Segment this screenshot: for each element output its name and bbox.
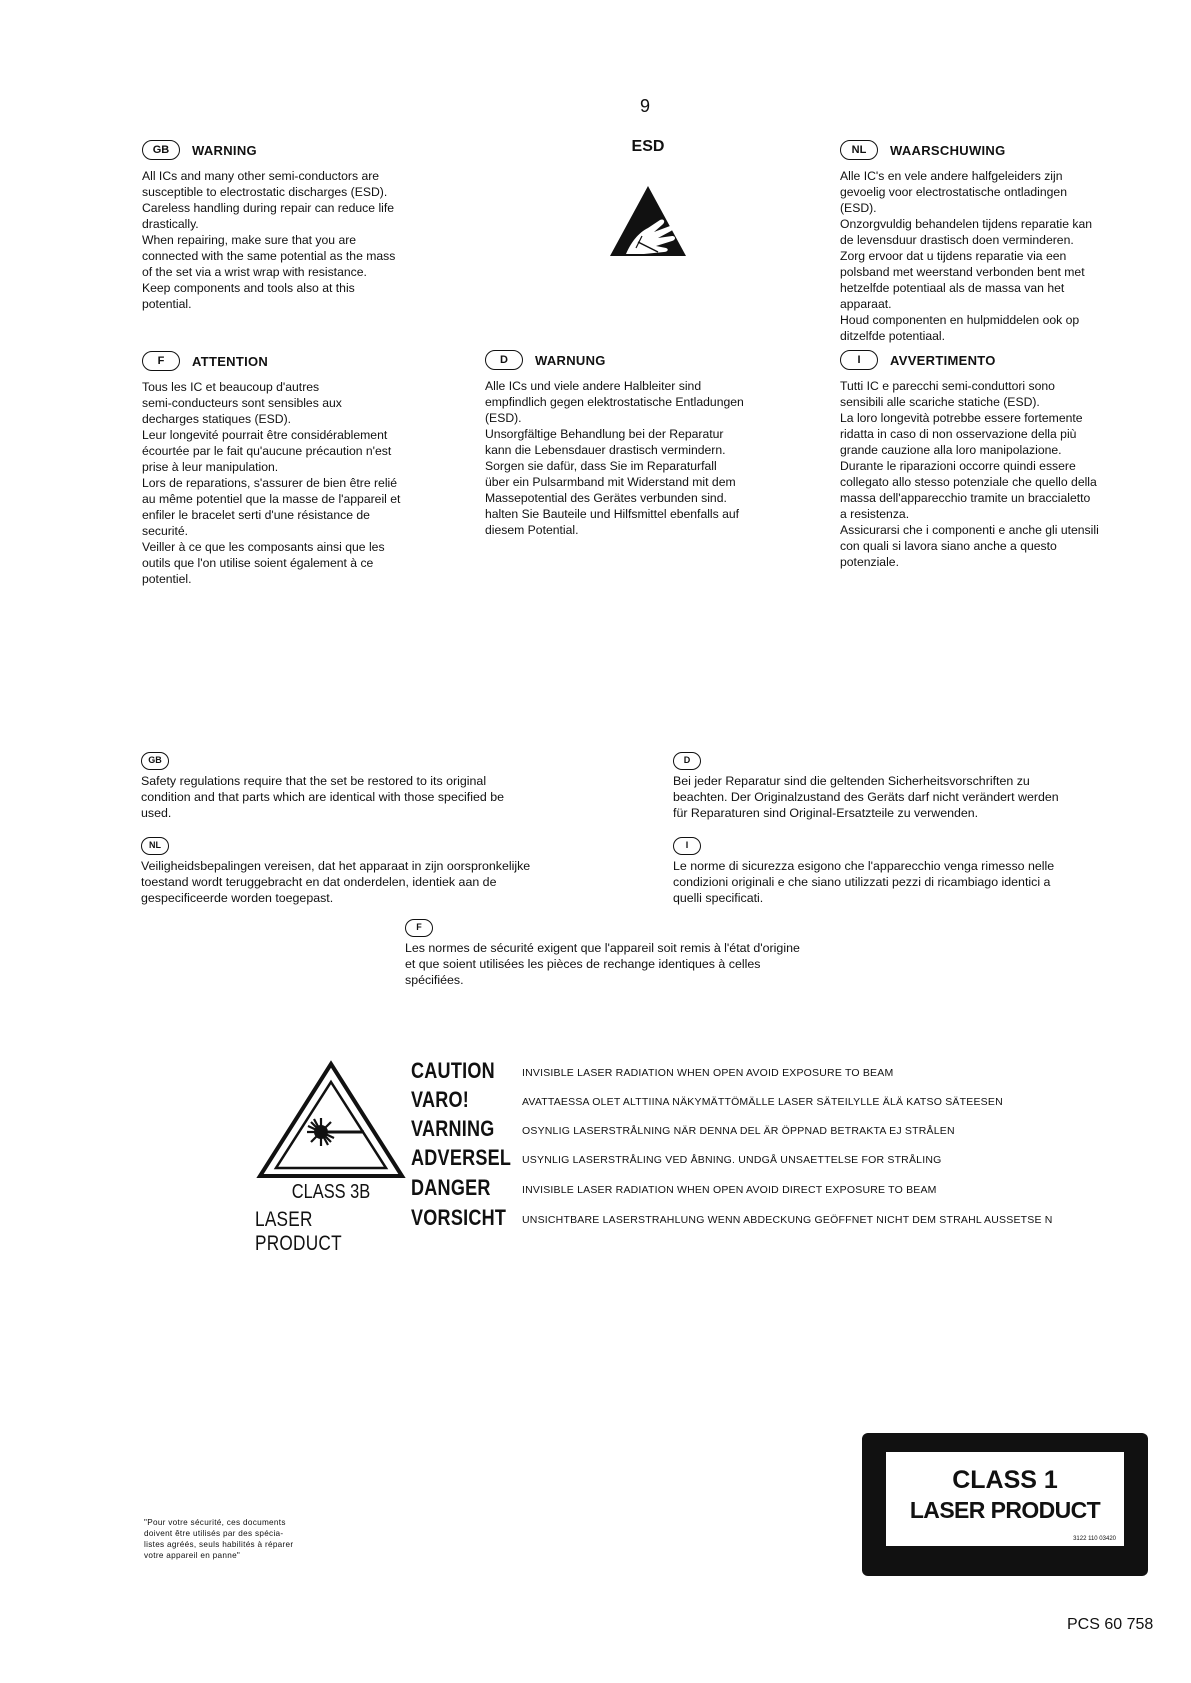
warning-text: OSYNLIG LASERSTRÅLNING NÄR DENNA DEL ÄR ÖPPNAD BETRAKTA EJ STRÅLEN — [522, 1125, 955, 1137]
block-text: Alle IC's en vele andere halfgeleiders zijn gevoelig voor electrostatische ontladingen (ESD). Onzorgvuldig behandelen tijdens reparatie kan de levensduur drastisch doen verminderen. Zorg ervoor dat u tijdens reparatie via een polsband met weerstand verbonden bent met hetzelfde potentiaal als de massa van het apparaat. Houd componenten en hulpmiddelen ook op ditzelfde potentiaal. — [840, 169, 1093, 343]
laser-warning-row — [411, 1175, 1191, 1203]
block-title: ATTENTION — [192, 353, 269, 369]
language-badge: I — [673, 837, 701, 855]
safety-d — [673, 752, 1143, 821]
block-title: WARNUNG — [535, 352, 606, 368]
warning-text: INVISIBLE LASER RADIATION WHEN OPEN AVOID DIRECT EXPOSURE TO BEAM — [522, 1184, 937, 1196]
laser-warning-triangle-icon — [256, 1060, 406, 1180]
safety-i — [673, 837, 1143, 906]
safety-nl — [141, 837, 621, 906]
language-badge: F — [405, 919, 433, 937]
warning-text: INVISIBLE LASER RADIATION WHEN OPEN AVOID EXPOSURE TO BEAM — [522, 1067, 894, 1079]
block-title: WAARSCHUWING — [890, 142, 1006, 158]
footnote: "Pour votre sécurité, ces documents doivent être utilisés par des spécia- listes agréés, seuls habilités à réparer votre appareil en panne" — [144, 1518, 294, 1560]
esd-block-d — [485, 350, 805, 538]
esd-symbol — [598, 138, 698, 266]
language-badge: GB — [142, 140, 180, 160]
warning-word: VARNING — [411, 1116, 495, 1141]
laser-warning-row — [411, 1145, 1191, 1173]
esd-block-i — [840, 350, 1160, 570]
block-text: Tous les IC et beaucoup d'autres semi-conducteurs sont sensibles aux decharges statiques (ESD). Leur longevité pourrait être considérablement écourtée par le fait qu'aucune précaution n'est prise à leur manipulation. Lors de reparations, s'assurer de bien être relié au même potentiel que la masse de l'appareil et enfiler le bracelet serti d'une résistance de securité. Veiller à ce que les composants ainsi que les outils que l'on utilise soient également à ce potentiel. — [142, 380, 401, 586]
document-code: PCS 60 758 — [1067, 1616, 1154, 1633]
safety-text: Bei jeder Reparatur sind die geltenden Sicherheitsvorschriften zu beachten. Der Originalzustand des Geräts darf nicht verändert werden für Reparaturen sind Original-Ersatzteile zu verwenden. — [673, 774, 1059, 820]
warning-text: USYNLIG LASERSTRÅLING VED ÅBNING. UNDGÅ UNSAETTELSE FOR STRÅLING — [522, 1154, 942, 1166]
class1-laser-label — [862, 1433, 1148, 1576]
esd-hand-triangle-icon — [598, 156, 698, 266]
esd-block-nl — [840, 140, 1160, 344]
class1-line2: LASER PRODUCT — [909, 1497, 1101, 1523]
block-text: Tutti IC e parecchi semi-conduttori sono sensibili alle scariche statiche (ESD). La loro longevità potrebbe essere fortemente ridatta in caso di non osservazione della più grande cauzione alla loro manipolazione. Durante le riparazioni occorre quindi essere collegato allo stesso potenziale che quello della massa dell'apparecchio tramite un braccialetto a resistenza. Assicurarsi che i componenti e anche gli utensili con quali si lavora siano anche a questo potenziale. — [840, 379, 1099, 569]
warning-word: CAUTION — [411, 1058, 495, 1083]
warning-word: ADVERSEL — [411, 1145, 512, 1170]
laser-warning-row — [411, 1205, 1191, 1233]
esd-title: ESD — [631, 138, 665, 155]
esd-block-f — [142, 351, 462, 587]
warning-text: UNSICHTBARE LASERSTRAHLUNG WENN ABDECKUNG GEÖFFNET NICHT DEM STRAHL AUSSETSE N — [522, 1214, 1053, 1226]
language-badge: D — [485, 350, 523, 370]
language-badge: NL — [840, 140, 878, 160]
safety-text: Safety regulations require that the set be restored to its original condition and that parts which are identical with those specified be used. — [141, 774, 504, 820]
block-title: WARNING — [192, 142, 257, 158]
laser-class-symbol — [256, 1060, 406, 1180]
safety-text: Les normes de sécurité exigent que l'appareil soit remis à l'état d'origine et que soient utilisées les pièces de rechange identiques à celles spécifiées. — [405, 941, 800, 987]
laser-product-label: LASER PRODUCT — [255, 1208, 342, 1255]
block-text: Alle ICs und viele andere Halbleiter sind empfindlich gegen elektrostatische Entladungen (ESD). Unsorgfältige Behandlung bei der Reparatur kann die Lebensdauer drastisch vermindern. Sorgen sie dafür, dass Sie im Reparaturfall über ein Pulsarmband mit Widerstand mit dem Massepotential des Gerätes verbunden sind. halten Sie Bauteile und Hilfsmittel ebenfalls auf diesem Potential. — [485, 379, 744, 537]
laser-warning-row — [411, 1087, 1191, 1115]
safety-text: Le norme di sicurezza esigono che l'apparecchio venga rimesso nelle condizioni originali e che siano utilizzati pezzi di ricambiago identici a quelli specificati. — [673, 859, 1055, 905]
laser-warning-row — [411, 1116, 1191, 1144]
esd-block-gb — [142, 140, 462, 312]
block-text: All ICs and many other semi-conductors are susceptible to electrostatic discharges (ESD). Careless handling during repair can reduce life drastically. When repairing, make sure that you are connected with the same potential as the mass of the set via a wrist wrap with resistance. Keep components and tools also at this potential. — [142, 169, 396, 311]
language-badge: I — [840, 350, 878, 370]
language-badge: D — [673, 752, 701, 770]
class1-code: 3122 110 03420 — [1073, 1536, 1116, 1542]
warning-word: DANGER — [411, 1175, 491, 1200]
warning-word: VARO! — [411, 1087, 470, 1112]
block-title: AVVERTIMENTO — [890, 352, 996, 368]
language-badge: F — [142, 351, 180, 371]
laser-warning-row — [411, 1058, 1191, 1086]
laser-class-label: CLASS 3B — [291, 1181, 371, 1203]
language-badge: GB — [141, 752, 169, 770]
class1-line1: CLASS 1 — [952, 1466, 1058, 1494]
page-number: 9 — [640, 96, 651, 116]
laser-product-label-wrap — [255, 1208, 415, 1255]
warning-word: VORSICHT — [411, 1205, 507, 1230]
safety-gb — [141, 752, 601, 821]
safety-text: Veiligheidsbepalingen vereisen, dat het apparaat in zijn oorspronkelijke toestand wordt teruggebracht en dat onderdelen, identiek aan de gespecificeerde worden toegepast. — [141, 859, 531, 905]
warning-text: AVATTAESSA OLET ALTTIINA NÄKYMÄTTÖMÄLLE LASER SÄTEILYLLE ÄLÄ KATSO SÄTEESEN — [522, 1096, 1003, 1108]
safety-f — [405, 919, 885, 988]
language-badge: NL — [141, 837, 169, 855]
class1-label-inner — [886, 1452, 1124, 1546]
